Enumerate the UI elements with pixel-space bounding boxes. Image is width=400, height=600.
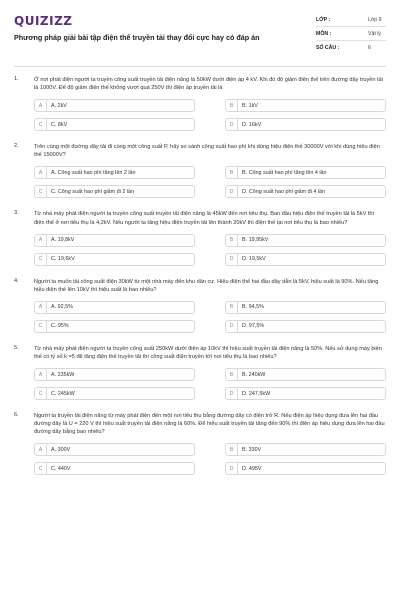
answer-option-c[interactable]	[34, 185, 195, 198]
option-text: A. 300V	[51, 446, 71, 453]
option-text: A. 235kW	[51, 371, 75, 378]
option-text: A. 2kV	[51, 102, 67, 109]
option-letter: C	[35, 254, 47, 265]
option-letter: B	[226, 235, 238, 246]
meta-row-subject	[316, 27, 386, 41]
option-text: C. 245kW	[51, 390, 75, 397]
meta-value: 6	[368, 45, 371, 51]
option-text: D. 16kV	[242, 121, 262, 128]
option-letter: C	[35, 321, 47, 332]
answer-option-d[interactable]	[225, 118, 386, 131]
option-letter: B	[226, 369, 238, 380]
answer-options	[34, 368, 386, 400]
option-letter: A	[35, 444, 47, 455]
option-text: B. Công suất hao phí tăng lên 4 lần	[242, 169, 327, 176]
question-4	[14, 278, 386, 333]
question-number: 1.	[14, 76, 19, 82]
answer-options	[34, 99, 386, 131]
answer-option-d[interactable]	[225, 253, 386, 266]
answer-option-a[interactable]	[34, 443, 195, 456]
question-text: Người ta truyền tải điện năng từ máy phát điện đến một nơi tiêu thụ bằng đường dây có điện trở R. Nếu điện áp hiệu dụng đưa lên hai đầu đường dây là U = 220 V thì hiệu suất truyền tải điện năng là 60%. Để hiệu suất truyền tải tăng đến 90% thì điện áp hiệu dụng đưa lên hai đầu đường dây bằng bao nhiêu?	[34, 413, 385, 436]
option-letter: B	[226, 167, 238, 178]
question-number: 2.	[14, 143, 19, 150]
answer-options	[34, 166, 386, 198]
option-text: C. 440V	[51, 465, 71, 472]
worksheet-title: Phương pháp giải bài tập điện thế truyền tải thay đổi cực hay có đáp án	[14, 33, 260, 42]
option-text: B. 240kW	[242, 371, 266, 378]
option-letter: B	[226, 100, 238, 111]
option-letter: A	[35, 235, 47, 246]
option-text: B. 19,95kV	[242, 237, 269, 244]
answer-option-a[interactable]	[34, 368, 195, 381]
header-divider	[14, 66, 386, 67]
option-letter: B	[226, 444, 238, 455]
answer-option-b[interactable]	[225, 443, 386, 456]
option-letter: A	[35, 369, 47, 380]
question-text: Từ nhà máy phát điện người ta truyền công suất truyền tải điện năng là 45kW đến nơi tiêu thụ. Ban đầu hiệu điện thế truyền tải là 5kV thì điện thế ở nơi tiêu thụ là 4,2kV. Nếu người ta tăng hiệu điện truyền tải lên thành 20kV thì điện thế tại nơi tiêu thụ là bao nhiêu?	[34, 211, 375, 226]
worksheet-meta	[316, 13, 386, 55]
option-letter: B	[226, 302, 238, 313]
answer-option-c[interactable]	[34, 253, 195, 266]
option-text: D. 247,5kW	[242, 390, 271, 397]
meta-value: Vật lý	[368, 30, 381, 37]
question-text: Ở nơi phát điện người ta truyền công suất truyền tải điện năng là 50kW dưới điện áp 4 kV. Khi đó độ giảm điện thế trên đường dây truyền tải là 1000V. Để độ giảm điện thế không vượt quá 250V thì điện áp truyền tải là	[34, 77, 383, 92]
option-letter: A	[35, 167, 47, 178]
option-letter: A	[35, 100, 47, 111]
option-text: A. Công suất hao phí tăng lên 2 lần	[51, 169, 136, 176]
question-2	[14, 143, 386, 198]
quizizz-logo: QUIZIZZ	[14, 14, 73, 28]
option-text: C. 8kV	[51, 121, 68, 128]
question-text: Trên cùng một đường dây tải đi cùng một công suất P, hãy so sánh công suất hao phí khi dùng hiệu điện thế 30000V với khi dùng hiệu điện thế 15000V?	[34, 144, 380, 159]
answer-option-b[interactable]	[225, 166, 386, 179]
answer-option-d[interactable]	[225, 185, 386, 198]
question-list	[14, 76, 386, 475]
option-letter: D	[226, 388, 238, 399]
meta-row-count	[316, 41, 386, 55]
answer-option-d[interactable]	[225, 320, 386, 333]
meta-label: LỚP :	[316, 16, 331, 23]
answer-option-c[interactable]	[34, 118, 195, 131]
answer-option-b[interactable]	[225, 368, 386, 381]
option-letter: C	[35, 463, 47, 474]
question-3	[14, 210, 386, 265]
option-letter: C	[35, 119, 47, 130]
question-number: 6.	[14, 412, 19, 419]
option-letter: C	[35, 186, 47, 197]
question-text: Người ta muốn tải công suất điện 30kW từ một nhà máy đến khu dân cư. Hiệu điện thế hai đầu dây dẫn là 5kV, hiệu suất là 90%. Nếu tăng hiệu điện thế lên 10kV thì hiệu suất là bao nhiêu?	[34, 278, 379, 293]
option-letter: D	[226, 463, 238, 474]
option-text: A. 19,8kV	[51, 237, 75, 244]
option-text: A. 92,5%	[51, 304, 73, 311]
option-letter: A	[35, 302, 47, 313]
question-text: Từ nhà máy phát điện người ta truyền công suất 250kW dưới điện áp 10kV thì hiệu suất truyền tải điện năng là 50%. Nếu sử dụng máy biến thế có tỷ số k =5 để tăng điện thế truyền tải thì công suất điện truyền tới nơi tiêu thụ là bao nhiêu?	[34, 345, 382, 360]
option-text: D. 97,5%	[242, 323, 265, 330]
meta-row-class	[316, 13, 386, 27]
option-letter: C	[35, 388, 47, 399]
answer-option-c[interactable]	[34, 387, 195, 400]
answer-options	[34, 301, 386, 333]
option-text: C. 95%	[51, 323, 69, 330]
answer-option-a[interactable]	[34, 301, 195, 314]
option-text: D. 19,5kV	[242, 256, 266, 263]
option-text: C. Công suất hao phí giảm đi 2 lần	[51, 188, 135, 195]
answer-options	[34, 234, 386, 266]
answer-option-b[interactable]	[225, 234, 386, 247]
answer-option-c[interactable]	[34, 320, 195, 333]
option-text: B. 1kV	[242, 102, 258, 109]
option-letter: D	[226, 321, 238, 332]
meta-label: MÔN :	[316, 30, 332, 37]
meta-label: SỐ CÂU :	[316, 45, 340, 51]
option-letter: D	[226, 186, 238, 197]
option-letter: D	[226, 254, 238, 265]
answer-option-b[interactable]	[225, 99, 386, 112]
worksheet-header	[14, 0, 386, 66]
question-5	[14, 345, 386, 400]
option-text: C. 19,6kV	[51, 256, 75, 263]
answer-option-a[interactable]	[34, 234, 195, 247]
question-number: 3.	[14, 210, 19, 217]
option-text: D. 495V	[242, 465, 262, 472]
meta-value: Lớp 9	[368, 16, 382, 23]
question-number: 5.	[14, 344, 19, 351]
answer-option-b[interactable]	[225, 301, 386, 314]
answer-option-d[interactable]	[225, 462, 386, 475]
answer-option-c[interactable]	[34, 462, 195, 475]
answer-option-a[interactable]	[34, 166, 195, 179]
question-number: 4.	[14, 277, 19, 284]
option-text: D. Công suất hao phí giảm đi 4 lần	[242, 188, 326, 195]
answer-option-a[interactable]	[34, 99, 195, 112]
question-1	[14, 76, 386, 131]
option-text: B. 330V	[242, 446, 262, 453]
answer-option-d[interactable]	[225, 387, 386, 400]
answer-options	[34, 443, 386, 475]
option-text: B. 94,5%	[242, 304, 264, 311]
question-6	[14, 412, 386, 475]
option-letter: D	[226, 119, 238, 130]
